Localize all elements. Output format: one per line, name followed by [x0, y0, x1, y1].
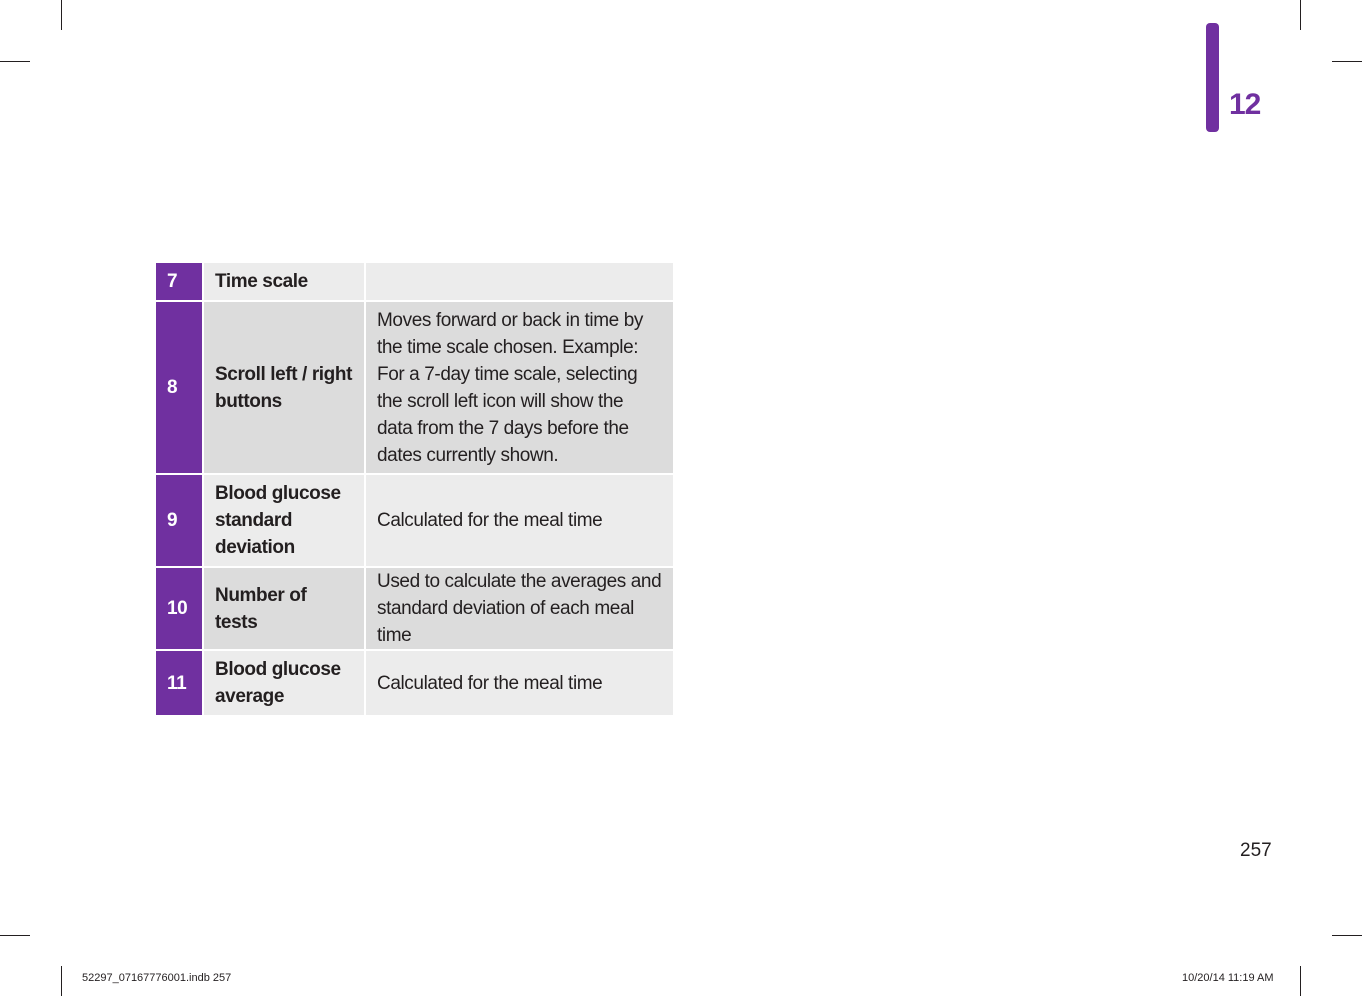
row-term: Blood glucose average: [203, 650, 365, 716]
row-description: Calculated for the meal time: [365, 474, 674, 567]
table-row: [155, 474, 674, 567]
crop-mark: [0, 61, 30, 62]
crop-mark: [1332, 935, 1362, 936]
page-number: 257: [1240, 840, 1272, 861]
row-number: 11: [155, 650, 203, 716]
chapter-tab-bar: [1206, 23, 1219, 132]
crop-mark: [61, 966, 62, 996]
row-term: Time scale: [203, 262, 365, 301]
row-term: Blood glucose standard deviation: [203, 474, 365, 567]
crop-mark: [0, 935, 30, 936]
crop-mark: [1300, 0, 1301, 30]
row-description: [365, 262, 674, 301]
row-number: 10: [155, 567, 203, 650]
row-number: 7: [155, 262, 203, 301]
row-number: 9: [155, 474, 203, 567]
table-row: [155, 301, 674, 474]
footer-timestamp: 10/20/14 11:19 AM: [1182, 972, 1274, 984]
crop-mark: [1300, 966, 1301, 996]
footer-file-slug: 52297_07167776001.indb 257: [82, 972, 232, 984]
row-term: Number of tests: [203, 567, 365, 650]
row-description: Used to calculate the averages and standard deviation of each meal time: [365, 567, 674, 650]
table-row: [155, 650, 674, 716]
row-term: Scroll left / right buttons: [203, 301, 365, 474]
row-description: Moves forward or back in time by the time scale chosen. Example: For a 7-day time scale, selecting the scroll left icon will show the data from the 7 days before the dates currently shown.: [365, 301, 674, 474]
table-row: [155, 567, 674, 650]
chapter-number: 12: [1229, 88, 1261, 121]
row-number: 8: [155, 301, 203, 474]
table-row: [155, 262, 674, 301]
legend-table: [154, 261, 675, 717]
crop-mark: [61, 0, 62, 30]
row-description: Calculated for the meal time: [365, 650, 674, 716]
crop-mark: [1332, 61, 1362, 62]
